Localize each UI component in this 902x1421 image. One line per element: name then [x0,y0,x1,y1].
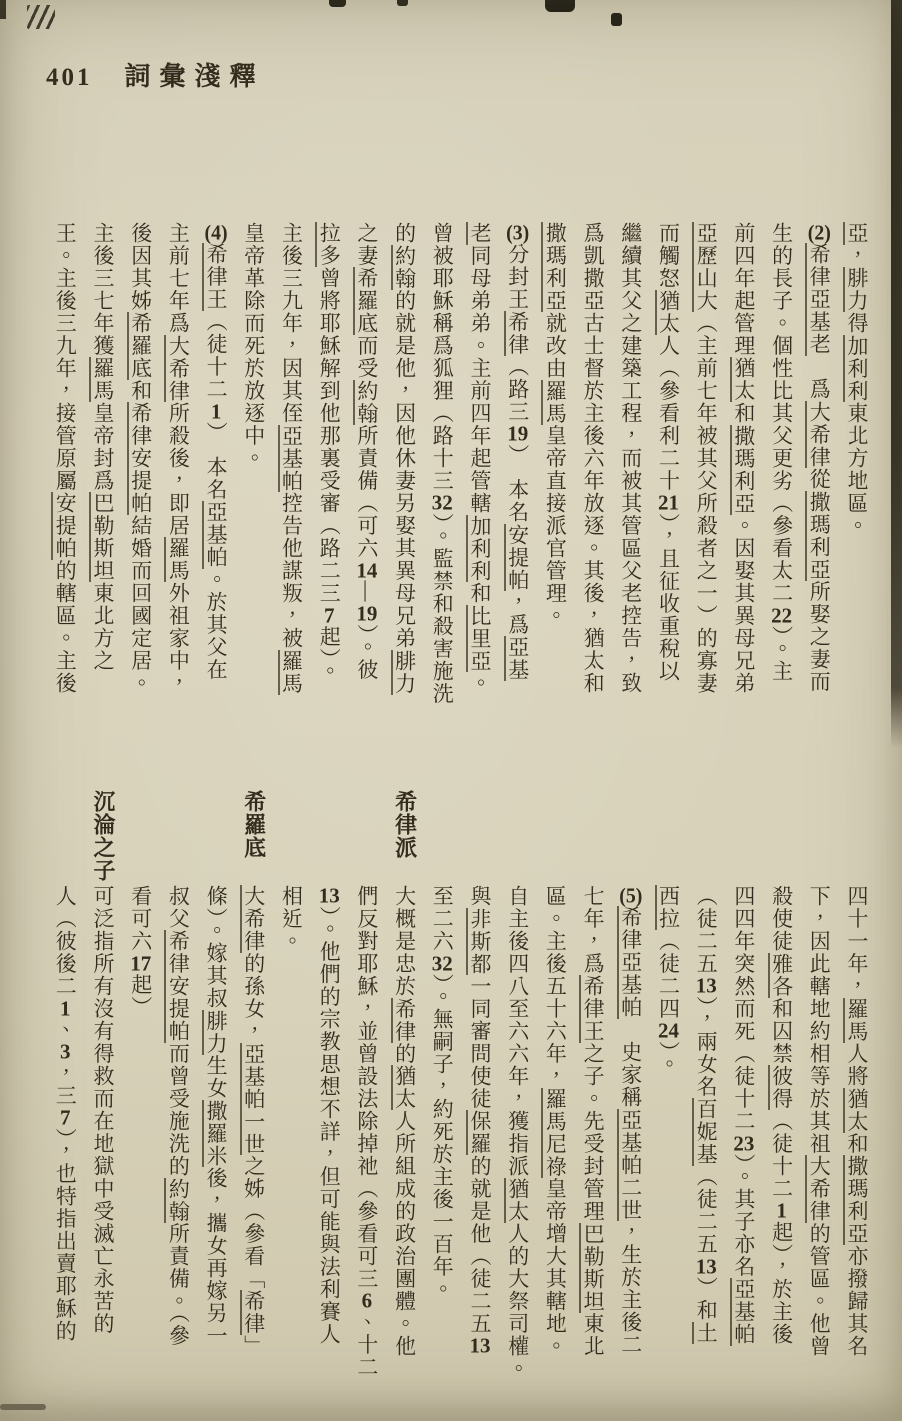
text-column: 之妻希羅底而受約翰所責備（可六14—19）。彼 [354,222,379,681]
proper-name-mark: 希律王 [204,243,229,311]
proper-name-mark: 亞基 [505,636,530,681]
text-column: (2)希律亞基老 爲大希律從撒瑪利亞所娶之妻而 [807,222,832,693]
text-column: 生的長子。個性比其父更劣（參看太二22）。主 [769,222,794,683]
proper-name-mark: 亞基帕二世 [618,1108,643,1221]
proper-name-mark: 猶太 [505,1177,530,1223]
text-column: 拉多曾將耶穌解到他那裏受審（路二三7起）。 [317,222,342,683]
text-column: 四四年突然而死（徒十二23）。其子亦名亞基帕 [731,885,756,1346]
proper-name-mark: 大希律 [241,885,266,953]
text-column: (5)希律亞基帕 史家稱亞基帕二世，生於主後二 [618,885,643,1356]
proper-name-mark: 約翰 [354,379,379,425]
proper-name-mark: 腓力 [392,649,417,695]
proper-name-mark: 雅各 [769,952,794,998]
proper-name-mark: 腓力 [204,1009,229,1055]
proper-name-mark: 希律安提帕 [166,930,191,1043]
text-column: 繼續其父之建築工程，而被其管區父老控告，致 [618,222,643,695]
proper-name-mark: 比里亞 [468,604,492,672]
proper-name-mark: 安提帕 [505,523,530,591]
text-column: 後因其姊希羅底和希律安提帕結婚而回國定居。 [128,222,153,695]
proper-name-mark: 非斯都 [468,907,492,975]
proper-name-mark: 猶太 [731,357,756,402]
scan-speck [27,5,55,29]
proper-name-mark: 撒瑪利亞 [543,222,568,312]
proper-name-mark: 希律 [505,310,530,356]
proper-name-mark: 亞基帕 [279,424,304,492]
proper-name-mark: 大希律 [807,1155,832,1223]
proper-name-mark: 約翰 [392,244,417,290]
text-column: 大希律的孫女，亞基帕一世之姊（參看「希律」 [241,885,266,1358]
proper-name-mark: 亞歷山大 [694,222,719,312]
proper-name-mark: 拉多 [317,222,342,267]
proper-name-mark: 羅馬 [166,537,191,582]
page-number: 401 [46,64,93,91]
proper-name-mark: 希羅底 [354,267,379,335]
proper-name-mark: 大希律 [807,400,832,468]
proper-name-mark: 羅馬 [845,997,869,1043]
proper-name-mark: 約翰 [166,1177,191,1223]
text-band-upper [0,222,902,752]
proper-name-mark: 羅馬 [279,649,304,695]
proper-name-mark: 巴勒斯坦 [91,492,115,582]
text-column: 與非斯都一同審問使徒保羅的就是他（徒二五13 [468,885,492,1356]
text-column: 們反對耶穌，並曾設法除掉祂（參看可三6、十二 [354,885,379,1379]
text-band-lower [0,790,902,1421]
proper-name-mark: 希律亞基老 [807,243,832,356]
proper-name-mark: 加利利 [845,334,869,402]
text-column: (3)分封王希律（路三19） 本名安提帕，爲亞基 [505,222,530,681]
proper-name-mark: 猶太 [392,1065,417,1110]
text-column: 下，因此轄地約相等於其祖大希律的管區。他曾 [807,885,832,1358]
text-column: 爲凱撒亞古士督於主後六年放逐。其後，猶太和 [581,222,606,695]
text-column: 曾被耶穌稱爲狐狸（路十三32）。監禁和殺害施洗 [430,222,455,705]
proper-name-mark: 百妮基 [694,1098,719,1166]
text-column: 皇帝革除而死於放逐中。 [241,222,266,470]
proper-name-mark: 西拉 [656,885,681,930]
proper-name-mark: 亞基帕 [204,501,229,569]
proper-name-mark: 羅馬 [543,379,568,425]
proper-name-mark: 羅馬尼祿 [543,1087,568,1178]
text-column: 亞，腓力得加利利東北方地區。 [845,222,869,537]
text-column: 人（彼後二1、3，三7），也特指出賣耶穌的 [53,885,78,1343]
text-column: 王。主後三九年，接管原屬安提帕的轄區。主後 [53,222,78,695]
text-column: 主後三七年獲羅馬皇帝封爲巴勒斯坦東北方之 [91,222,115,672]
proper-name-mark: 希律 [241,1290,266,1335]
proper-name-mark: 希律安提帕 [128,402,153,515]
proper-name-mark: 希律王 [581,975,606,1043]
scan-speck [611,13,622,26]
text-column: 前四年起管理猶太和撒瑪利亞。因娶其異母兄弟 [731,222,756,695]
proper-name-mark: 撒瑪利亞 [845,1155,869,1245]
running-title: 詞彙淺釋 [124,62,265,91]
proper-name-mark: 大希律 [166,334,191,402]
proper-name-mark: 保羅 [468,1110,492,1155]
text-column: 13）。他們的宗教思想不詳，但可能與法利賽人 [317,885,342,1346]
text-column: 條）。嫁其叔腓力生女撒羅米後，攜女再嫁另一 [204,885,229,1347]
text-column: 相近。 [279,885,304,953]
proper-name-mark: 亞 [845,222,869,245]
text-column: 老同母弟弟。主前四年起管轄加利利和比里亞。 [468,222,492,695]
proper-name-mark: 撒瑪利亞 [731,424,756,515]
proper-name-mark: 巴勒斯坦 [581,1222,606,1313]
text-column: 的約翰的就是他，因他休妻另娶其異母兄弟腓力 [392,222,417,695]
proper-name-mark: 老 [468,222,492,245]
scan-speck [0,0,6,19]
proper-name-mark: 羅馬 [91,357,115,402]
proper-name-mark: 希律 [392,997,417,1043]
text-column: 亞歷山大（主前七年被其父所殺者之一）的寡妻 [694,222,719,695]
page-header [46,56,265,93]
text-column: 主後三九年，因其侄亞基帕控告他謀叛，被羅馬 [279,222,304,695]
text-column: （徒二五13），兩女名百妮基（徒二五13）和土 [694,885,719,1344]
proper-name-mark: 土 [694,1321,719,1344]
text-column: 七年，爲希律王之子。先受封管理巴勒斯坦東北 [581,885,606,1358]
proper-name-mark: 希羅底 [128,312,153,380]
entry-heading: 希律派 [392,790,418,859]
text-column: 叔父希律安提帕而曾受施洗的約翰所責備。（參 [166,885,191,1347]
text-column: 看可六17起） [128,885,153,1019]
text-column: 主前七年爲大希律所殺後，即居羅馬外祖家中， [166,222,191,695]
proper-name-mark: 撒羅米 [204,1099,229,1167]
text-column: 至二六32）。無嗣子，約死於主後一百年。 [430,885,455,1301]
scan-speck [397,0,408,6]
proper-name-mark: 亞基帕 [731,1278,756,1346]
proper-name-mark: 撒瑪利亞 [807,490,832,581]
scan-speck [329,0,346,7]
entry-heading: 希羅底 [241,790,267,859]
text-column: 而觸怒猶太人（參看利二十21），且征收重稅以 [656,222,681,683]
text-column: 區。主後五十六年，羅馬尼祿皇帝增大其轄地。 [543,885,568,1358]
entry-heading: 沉淪之子 [91,790,116,882]
proper-name-mark: 加利利 [468,514,492,582]
scan-speck [545,0,575,12]
proper-name-mark: 彼得 [769,1065,794,1110]
text-column: (4)希律王（徒十二1） 本名亞基帕。於其父在 [204,222,229,681]
proper-name-mark: 腓力 [845,267,869,312]
text-column: 殺使徒雅各和囚禁彼得（徒十二1起），於主後 [769,885,794,1346]
proper-name-mark: 安提帕 [53,492,78,560]
proper-name-mark: 希律亞基帕 [618,906,643,1019]
text-column: 撒瑪利亞就改由羅馬皇帝直接派官管理。 [543,222,568,627]
text-column: 四十一年，羅馬人將猶太和撒瑪利亞亦撥歸其名 [845,885,869,1358]
text-column: 大概是忠於希律的猶太人所組成的政治團體。他 [392,885,417,1358]
proper-name-mark: 猶太 [845,1087,869,1133]
text-column: 可泛指所有沒有得救而在地獄中受滅亡永苦的 [91,885,115,1335]
text-column: 西拉（徒二四24）。 [656,885,681,1076]
text-column: 自主後四八至六六年，獲指派猶太人的大祭司權。 [505,885,530,1380]
proper-name-mark: 猶太 [656,289,681,335]
proper-name-mark: 亞基帕一世 [241,1042,266,1155]
